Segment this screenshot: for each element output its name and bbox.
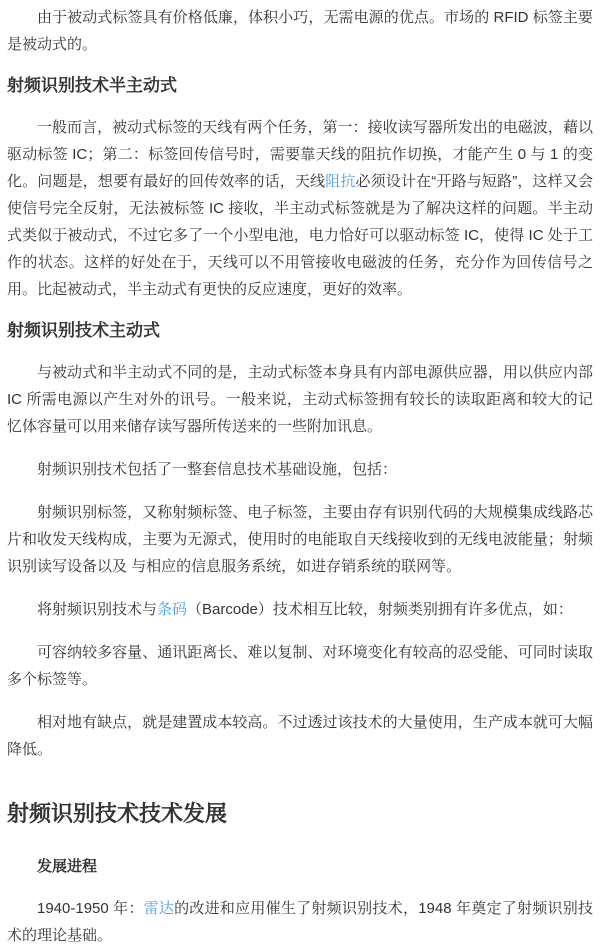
text-run: 由于被动式标签具有价格低廉，体积小巧，无需电源的优点。市场的 RFID 标签主要是被动式的。 [7,9,593,53]
text-run: 相对地有缺点，就是建置成本较高。不过透过该技术的大量使用，生产成本就可大幅降低。 [7,714,593,758]
heading-development-process [7,855,593,879]
heading-active [7,319,593,343]
text-run: 一般而言，被动式标签的天线有两个任务，第一：接收读写器所发出的电磁波，藉以驱动标签 IC；第二：标签回传信号时，需要靠天线的阻抗作切换，才能产生 0 与 1 的变化。问题是，想要有最好的回传效率的话，天线 [7,119,593,190]
para-barcode-comparison [7,596,593,623]
para-passive-tag-advantages [7,4,593,58]
text-run: 射频识别技术包括了一整套信息技术基础设施，包括： [37,461,398,478]
radar-link[interactable]: 雷达 [143,900,175,917]
para-tag-composition [7,499,593,580]
text-run: 射频识别技术半主动式 [7,76,177,95]
text-run: 发展进程 [37,858,98,875]
text-run: 射频识别技术主动式 [7,321,160,340]
text-run: （Barcode）技术相互比较，射频类别拥有许多优点，如： [187,601,573,618]
para-semi-active [7,114,593,303]
impedance-link[interactable]: 阻抗 [325,173,356,190]
text-run: 射频识别技术技术发展 [7,801,228,826]
text-run: 射频识别标签，又称射频标签、电子标签，主要由存有识别代码的大规模集成线路芯片和收发天线构成，主要为无源式，使用时的电能取自天线接收到的无线电波能量；射频识别读写设备以及 与相应的信息服务系统，如进存销系统的联网等。 [7,504,593,575]
barcode-link[interactable]: 条码 [157,601,188,618]
text-run: 将射频识别技术与 [37,601,158,618]
heading-tech-development [7,799,593,829]
text-run: 的改进和应用催生了射频识别技术，1948 年奠定了射频识别技术的理论基础。 [7,900,593,944]
heading-semi-active [7,74,593,98]
para-infrastructure-intro [7,456,593,483]
page [0,4,600,944]
para-disadvantages [7,709,593,763]
article-body [0,4,600,949]
text-run: 必须设计在“开路与短路”，这样又会使信号完全反射，无法被标签 IC 接收，半主动式标签就是为了解决这样的问题。半主动式类似于被动式，不过它多了一个小型电池，电力恰好可以驱动标签 IC，使得 IC 处于工作的状态。这样的好处在于，天线可以不用管接收电磁波的任务，充分作为回传信号之用。比起被动式，半主动式有更快的反应速度，更好的效率。 [7,173,593,298]
text-run: 可容纳较多容量、通讯距离长、难以复制、对环境变化有较高的忍受能、可同时读取多个标签等。 [7,644,593,688]
para-1940-1950 [7,895,593,949]
para-active [7,359,593,440]
para-advantages [7,639,593,693]
text-run: 1940-1950 年： [37,900,144,917]
text-run: 与被动式和半主动式不同的是，主动式标签本身具有内部电源供应器，用以供应内部 IC 所需电源以产生对外的讯号。一般来说，主动式标签拥有较长的读取距离和较大的记忆体容量可以用来储存读写器所传送来的一些附加讯息。 [7,364,593,435]
